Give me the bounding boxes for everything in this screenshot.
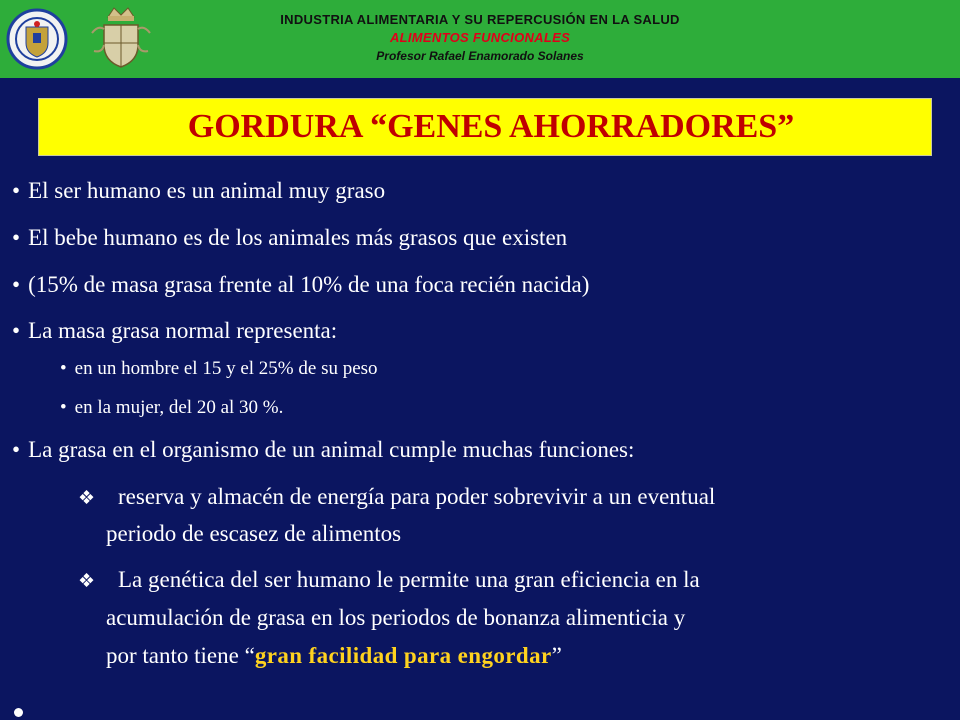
header-professor: Profesor Rafael Enamorado Solanes [376, 49, 584, 63]
highlighted-phrase: gran facilidad para engordar [254, 643, 552, 668]
bullet-item: • El ser humano es un animal muy graso [12, 178, 386, 203]
bullet-item: • (15% de masa grasa frente al 10% de una foca recién nacida) [12, 272, 590, 297]
sub-bullet-item: • en un hombre el 15 y el 25% de su peso [60, 358, 378, 379]
bullet-item: • La masa grasa normal representa: [12, 318, 338, 343]
diamond-bullet-icon: ❖ [78, 488, 96, 509]
empty-bullet [14, 708, 23, 717]
diamond-bullet-icon: ❖ [78, 571, 96, 592]
diamond-bullet-item: ❖ La genética del ser humano le permite una gran eficiencia en la [78, 567, 700, 592]
sub-bullet-item: • en la mujer, del 20 al 30 %. [60, 397, 284, 418]
bullet-item: • El bebe humano es de los animales más grasos que existen [12, 225, 568, 250]
bullet-item: • La grasa en el organismo de un animal cumple muchas funciones: [12, 437, 635, 462]
header-course-title: INDUSTRIA ALIMENTARIA Y SU REPERCUSIÓN EN LA SALUD [280, 12, 680, 27]
header-topic: ALIMENTOS FUNCIONALES [389, 30, 571, 45]
slide-title-box [38, 98, 932, 156]
header-bar [0, 0, 960, 78]
bullet-continuation: acumulación de grasa en los periodos de bonanza alimenticia y [106, 605, 686, 630]
bullet-continuation: periodo de escasez de alimentos [106, 521, 402, 546]
slide-title: GORDURA “GENES AHORRADORES” [187, 108, 795, 145]
bullet-continuation: por tanto tiene “gran facilidad para engordar” [106, 643, 562, 668]
diamond-bullet-item: ❖ reserva y almacén de energía para poder sobrevivir a un eventual [78, 484, 716, 509]
